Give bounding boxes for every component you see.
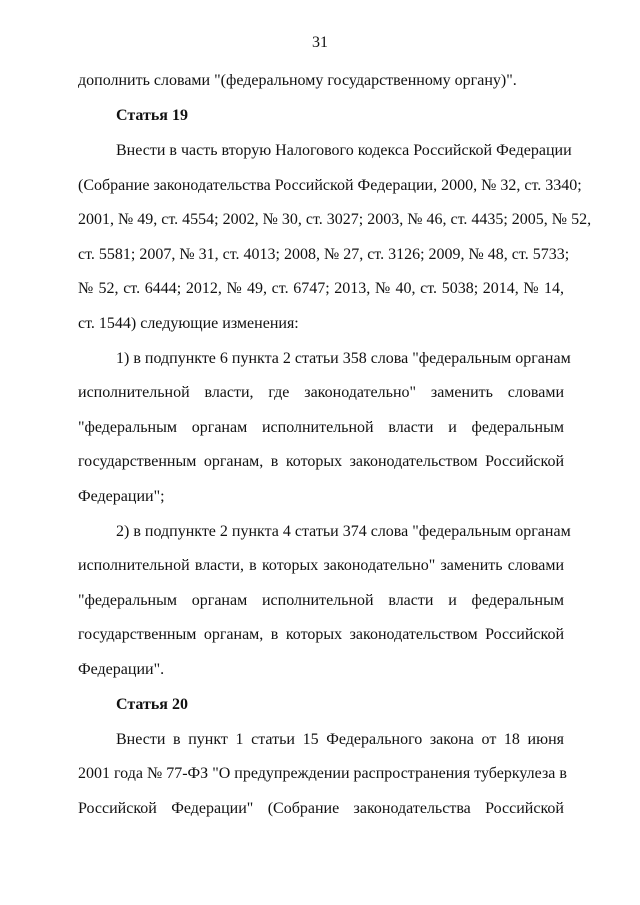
text-line: (Собрание законодательства Российской Федерации, 2000, № 32, ст. 3340; <box>78 177 582 194</box>
text-line: 1) в подпункте 6 пункта 2 статьи 358 слова "федеральным органам <box>116 350 571 367</box>
page-number: 31 <box>312 34 328 51</box>
text-line: ст. 5581; 2007, № 31, ст. 4013; 2008, № 27, ст. 3126; 2009, № 48, ст. 5733; <box>78 246 570 263</box>
text-line: ст. 1544) следующие изменения: <box>78 315 299 332</box>
text-line: "федеральным органам исполнительной власти и федеральным <box>78 419 564 436</box>
text-line: дополнить словами "(федеральному государственному органу)". <box>78 72 517 89</box>
text-line: № 52, ст. 6444; 2012, № 49, ст. 6747; 2013, № 40, ст. 5038; 2014, № 14, <box>78 280 564 297</box>
text-line: исполнительной власти, где законодательно" заменить словами <box>78 384 564 401</box>
article-heading: Статья 20 <box>116 696 188 713</box>
text-line: Внести в пункт 1 статьи 15 Федерального закона от 18 июня <box>116 731 564 748</box>
text-line: государственным органам, в которых законодательством Российской <box>78 453 564 470</box>
text-line: Федерации". <box>78 661 165 678</box>
text-line: Внести в часть вторую Налогового кодекса Российской Федерации <box>116 142 572 159</box>
text-line: исполнительной власти, в которых законодательно" заменить словами <box>78 557 564 574</box>
text-line: Российской Федерации" (Собрание законодательства Российской <box>78 800 564 817</box>
text-line: "федеральным органам исполнительной власти и федеральным <box>78 592 564 609</box>
article-heading: Статья 19 <box>116 107 188 124</box>
text-line: Федерации"; <box>78 488 165 505</box>
text-line: 2001 года № 77-ФЗ "О предупреждении распространения туберкулеза в <box>78 765 567 782</box>
text-line: 2) в подпункте 2 пункта 4 статьи 374 слова "федеральным органам <box>116 523 571 540</box>
text-line: 2001, № 49, ст. 4554; 2002, № 30, ст. 3027; 2003, № 46, ст. 4435; 2005, № 52, <box>78 211 592 228</box>
text-line: государственным органам, в которых законодательством Российской <box>78 626 564 643</box>
